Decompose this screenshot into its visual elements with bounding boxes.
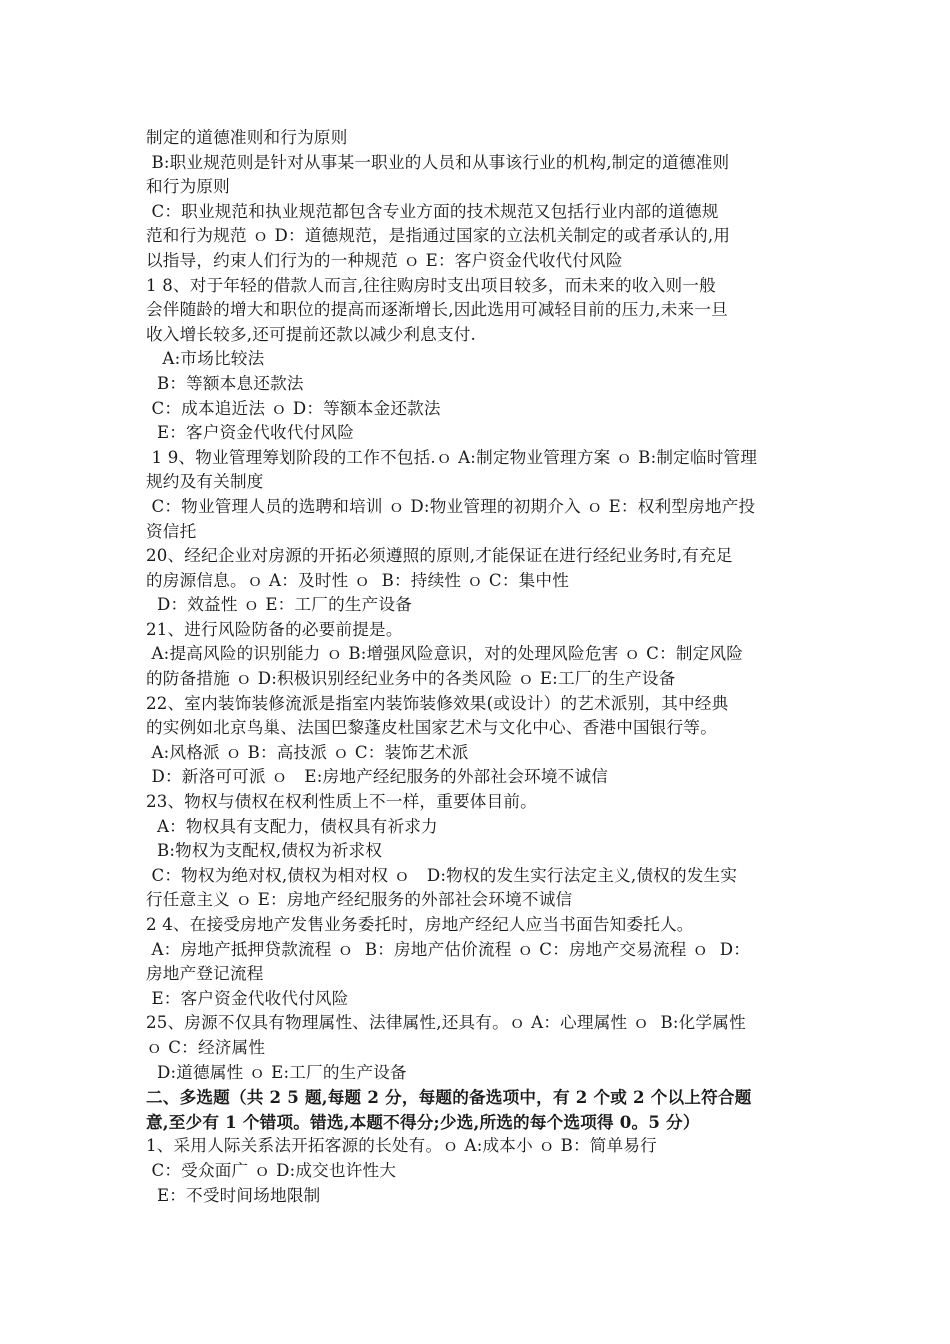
text-line: 制定的道德准则和行为原则	[146, 128, 348, 147]
text-line: E：客户资金代收代付风险	[146, 988, 349, 1008]
document-page	[146, 126, 810, 1208]
text-line: B：等额本息还款法	[146, 373, 304, 393]
text-line: A:市场比较法	[146, 349, 265, 369]
text-line: 的防备措施 ｏ D:积极识别经纪业务中的各类风险 ｏ E:工厂的生产设备	[146, 669, 676, 689]
text-line: D：效益性 ｏ E：工厂的生产设备	[146, 595, 413, 615]
text-line: E：客户资金代收代付风险	[146, 423, 354, 443]
text-line: C：物权为绝对权,债权为相对权 ｏ D:物权的发生实行法定主义,债权的发生实	[146, 865, 738, 885]
text-line: D：新洛可可派 ｏ E:房地产经纪服务的外部社会环境不诚信	[146, 767, 609, 787]
text-line: 的房源信息。ｏ A：及时性 ｏ B：持续性 ｏ C：集中性	[146, 570, 569, 590]
text-line: A：物权具有支配力，债权具有祈求力	[146, 816, 438, 836]
text-line: A:提高风险的识别能力 ｏ B:增强风险意识，对的处理风险危害 ｏ C：制定风险	[146, 644, 744, 664]
text-line: 1 9、物业管理筹划阶段的工作不包括.ｏ A:制定物业管理方案 ｏ B:制定临时管理	[146, 447, 758, 467]
text-line: C：职业规范和执业规范都包含专业方面的技术规范又包括行业内部的道德规	[146, 201, 719, 221]
text-line: 2 4、在接受房地产发售业务委托时，房地产经纪人应当书面告知委托人。	[146, 915, 694, 934]
text-line: A:风格派 ｏ B：高技派 ｏ C：装饰艺术派	[146, 742, 469, 762]
text-line: 22、室内装饰装修流派是指室内装饰装修效果(或设计）的艺术派别，其中经典	[146, 693, 729, 713]
text-line: 20、经纪企业对房源的开拓必须遵照的原则,才能保证在进行经纪业务时,有充足	[146, 546, 733, 566]
text-line: 行任意主义 ｏ E：房地产经纪服务的外部社会环境不诚信	[146, 890, 573, 910]
text-line: 的实例如北京鸟巢、法国巴黎蓬皮杜国家艺术与文化中心、香港中国银行等。	[146, 718, 717, 738]
text-line: C：成本追近法 ｏ D：等额本金还款法	[146, 398, 441, 418]
text-line: 以指导，约束人们行为的一种规范 ｏ E：客户资金代收代付风险	[146, 250, 623, 270]
text-line: C：物业管理人员的选聘和培训 ｏ D:物业管理的初期介入 ｏ E：权利型房地产投	[146, 496, 756, 516]
text-line: 21、进行风险防备的必要前提是。	[146, 619, 403, 639]
text-line: 房地产登记流程	[146, 964, 264, 984]
text-line: B:职业规范则是针对从事某一职业的人员和从事该行业的机构,制定的道德准则	[146, 152, 730, 172]
text-line: 和行为原则	[146, 177, 230, 197]
section-heading-line: 二、多选题（共 2 5 题,每题 2 分，每题的备选项中，有 2 个或 2 个以上符合题	[146, 1087, 752, 1108]
text-line: 资信托	[146, 521, 197, 541]
text-line: 规约及有关制度	[146, 472, 264, 492]
text-line: 25、房源不仅具有物理属性、法律属性,还具有。ｏ A：心理属性 ｏ B:化学属性	[146, 1013, 746, 1033]
text-line: 1、采用人际关系法开拓客源的长处有。ｏ A:成本小 ｏ B：简单易行	[146, 1136, 657, 1156]
text-line: 会伴随龄的增大和职位的提高而逐渐增长,因此选用可减轻目前的压力,未来一旦	[146, 300, 728, 320]
text-line: A：房地产抵押贷款流程 ｏ B：房地产估价流程 ｏ C：房地产交易流程 ｏ D：	[146, 939, 751, 959]
text-line: B:物权为支配权,债权为祈求权	[146, 841, 383, 861]
text-line: 1 8、对于年轻的借款人而言,往往购房时支出项目较多，而未来的收入则一般	[146, 275, 716, 295]
text-line: 收入增长较多,还可提前还款以减少利息支付.	[146, 324, 477, 344]
text-line: 范和行为规范 ｏ D：道德规范，是指通过国家的立法机关制定的或者承认的,用	[146, 226, 731, 246]
text-line: ｏ C：经济属性	[146, 1037, 266, 1057]
text-line: D:道德属性 ｏ E:工厂的生产设备	[146, 1062, 407, 1082]
text-line: E：不受时间场地限制	[146, 1185, 321, 1205]
text-line: C：受众面广 ｏ D:成交也许性大	[146, 1160, 397, 1180]
section-heading-line: 意,至少有 1 个错项。错选,本题不得分;少选,所选的每个选项得 0。5 分）	[146, 1111, 700, 1132]
text-line: 23、物权与债权在权利性质上不一样，重要体目前。	[146, 792, 537, 812]
